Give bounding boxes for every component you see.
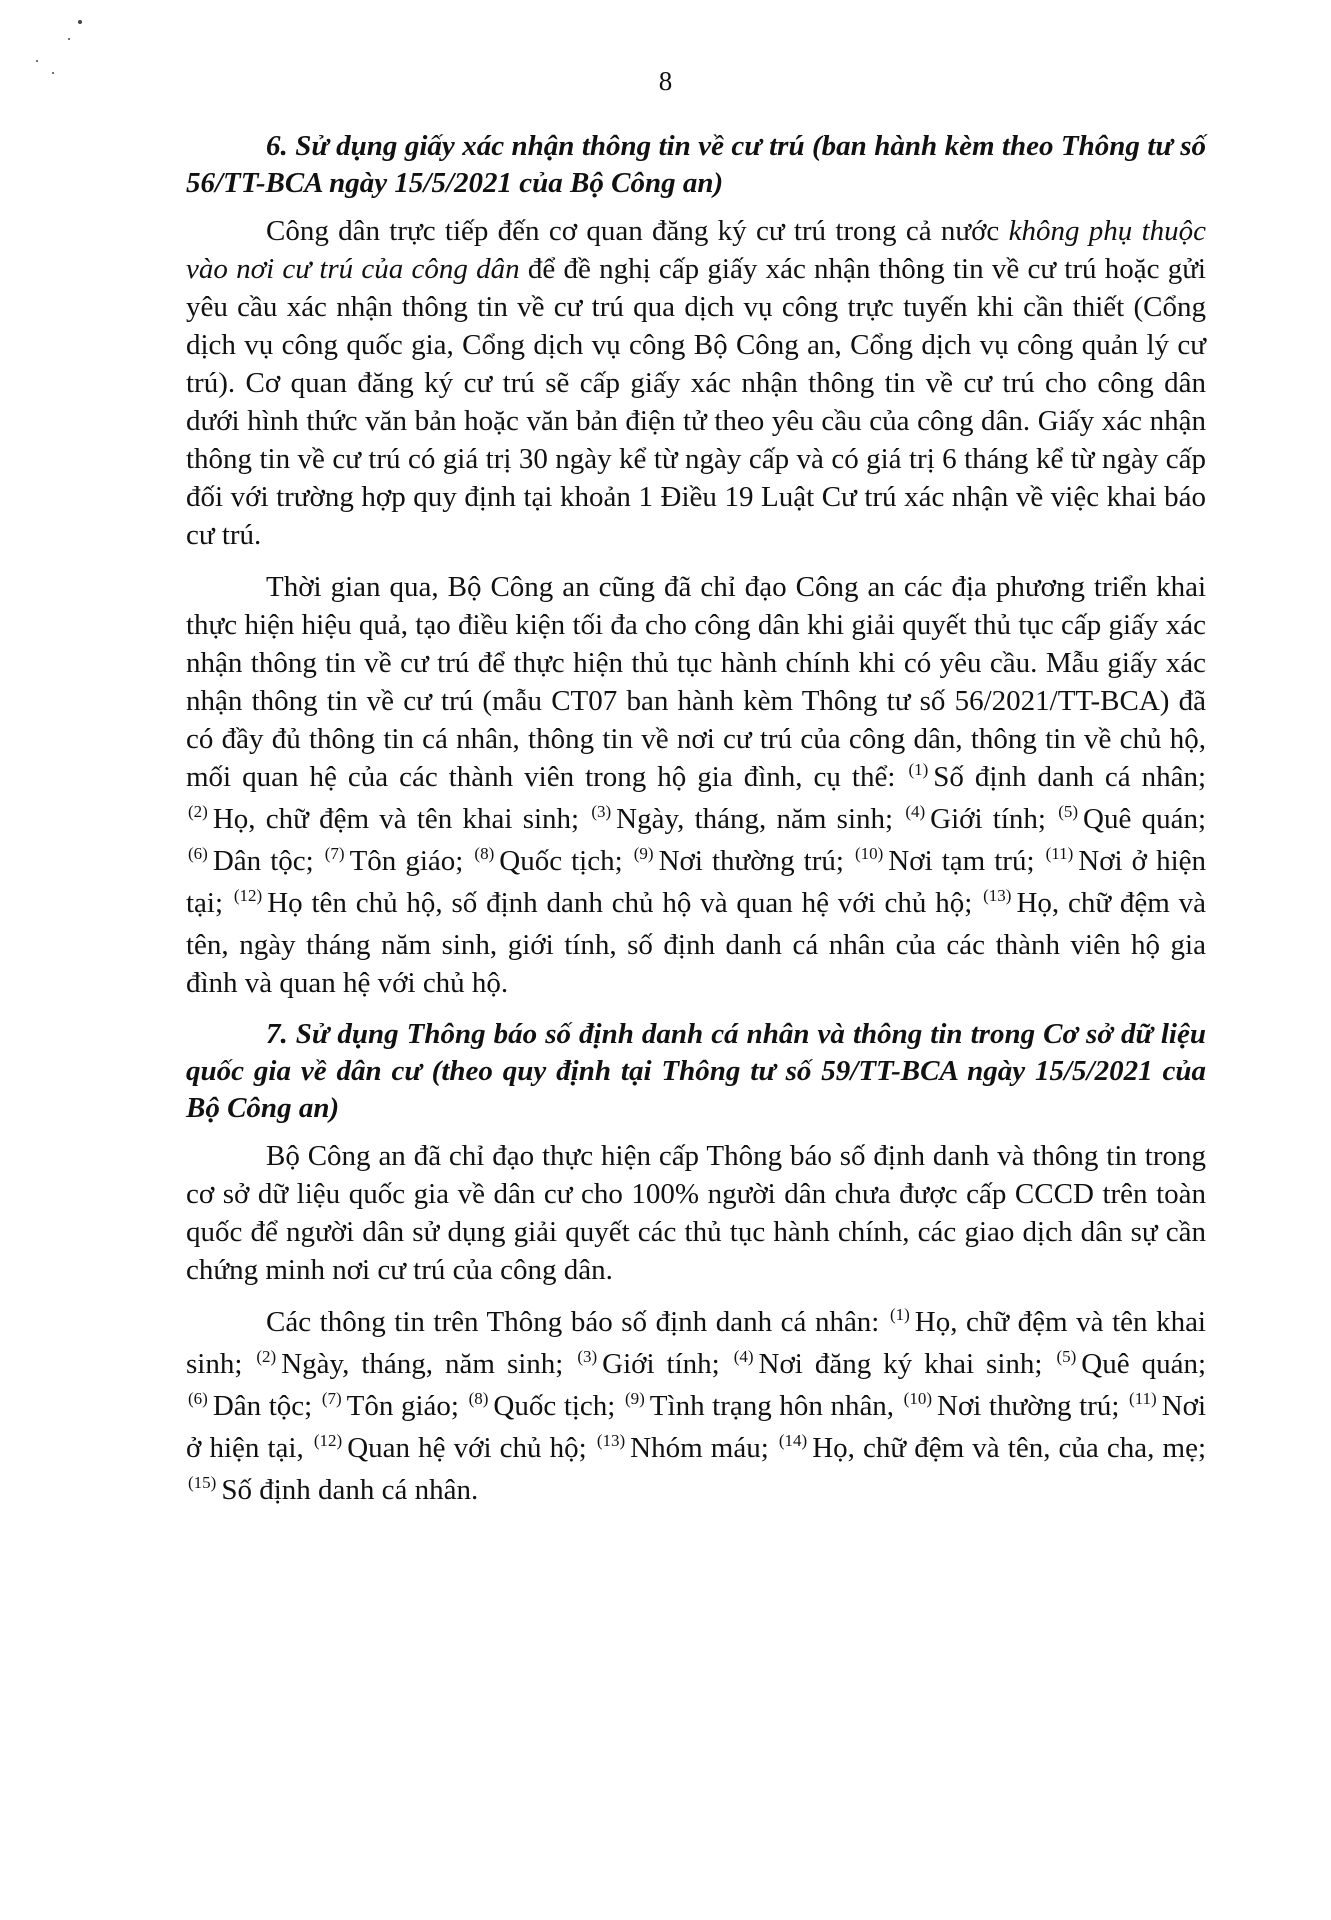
item-text: Nơi ở hiện tại;: [186, 845, 1207, 919]
item-text: Giới tính;: [930, 803, 1046, 835]
item-number: (7): [324, 844, 345, 863]
item-text: Họ tên chủ hộ, số định danh chủ hộ và quan hệ với chủ hộ;: [267, 887, 973, 919]
item-number: (9): [633, 844, 654, 863]
item-number: (1): [889, 1305, 910, 1324]
item-text: Quốc tịch;: [493, 1390, 616, 1422]
item-text: Tôn giáo;: [349, 845, 464, 877]
item-number: (11): [1045, 844, 1074, 863]
page-number: 8: [658, 66, 673, 96]
section-6-paragraph-1: [186, 212, 1206, 554]
item-text: Nơi ở hiện tại,: [186, 1390, 1207, 1464]
item-number: (13): [596, 1431, 626, 1450]
item-number: (5): [1056, 1347, 1077, 1366]
section-6-paragraph-2: [186, 568, 1206, 1002]
item-number: (7): [321, 1389, 342, 1408]
item-text: Họ, chữ đệm và tên, ngày tháng năm sinh, giới tính, số định danh cá nhân của các thành viên hộ gia đình và quan hệ với chủ hộ.: [186, 887, 1206, 999]
item-text: Nhóm máu;: [630, 1432, 769, 1464]
item-number: (4): [905, 802, 926, 821]
italic-phrase: không phụ thuộc vào nơi cư trú của công dân: [186, 215, 1206, 285]
item-number: (6): [188, 844, 208, 863]
item-number: (2): [188, 802, 208, 821]
item-text: Tình trạng hôn nhân,: [649, 1390, 895, 1422]
item-number: (14): [778, 1431, 808, 1450]
item-text: Dân tộc;: [212, 845, 314, 877]
item-text: Số định danh cá nhân;: [933, 761, 1207, 793]
paragraph-text: Công dân trực tiếp đến cơ quan đăng ký cư trú trong cả nước: [266, 215, 1009, 247]
paragraph-text: Các thông tin trên Thông báo số định danh cá nhân:: [266, 1306, 880, 1338]
item-number: (3): [577, 1347, 598, 1366]
section-7-heading: 7. Sử dụng Thông báo số định danh cá nhân và thông tin trong Cơ sở dữ liệu quốc gia về dân cư (theo quy định tại Thông tư số 59/TT-BCA ngày 15/5/2021 của Bộ Công an): [186, 1018, 1206, 1124]
item-text: Dân tộc;: [212, 1390, 313, 1422]
item-text: Quốc tịch;: [499, 845, 623, 877]
item-text: Nơi thường trú;: [937, 1390, 1120, 1422]
item-number: (10): [854, 844, 884, 863]
item-number: (6): [188, 1389, 208, 1408]
item-number: (9): [624, 1389, 645, 1408]
item-number: (8): [468, 1389, 489, 1408]
item-number: (8): [474, 844, 495, 863]
item-text: Nơi đăng ký khai sinh;: [758, 1348, 1043, 1380]
item-text: Họ, chữ đệm và tên khai sinh;: [212, 803, 580, 835]
item-number: (12): [313, 1431, 343, 1450]
section-7-paragraph-2: [186, 1303, 1206, 1513]
item-text: Quan hệ với chủ hộ;: [347, 1432, 587, 1464]
item-text: Số định danh cá nhân.: [221, 1474, 479, 1506]
item-text: Nơi thường trú;: [658, 845, 844, 877]
item-number: (1): [908, 760, 929, 779]
item-number: (12): [233, 886, 263, 905]
item-number: (11): [1129, 1389, 1157, 1408]
item-number: (4): [733, 1347, 754, 1366]
item-number: (3): [591, 802, 612, 821]
item-number: (10): [903, 1389, 932, 1408]
item-text: Ngày, tháng, năm sinh;: [281, 1348, 564, 1380]
item-text: Quê quán;: [1083, 803, 1207, 835]
item-text: Ngày, tháng, năm sinh;: [616, 803, 894, 835]
item-text: Giới tính;: [602, 1348, 720, 1380]
item-text: Quê quán;: [1081, 1348, 1207, 1380]
section-6-heading: 6. Sử dụng giấy xác nhận thông tin về cư trú (ban hành kèm theo Thông tư số 56/TT-BCA ngày 15/5/2021 của Bộ Công an): [186, 130, 1206, 199]
item-number: (5): [1058, 802, 1079, 821]
document-body: [186, 128, 1206, 1527]
section-7-paragraph-1: Bộ Công an đã chỉ đạo thực hiện cấp Thông báo số định danh và thông tin trong cơ sở dữ liệu quốc gia về dân cư cho 100% người dân chưa được cấp CCCD trên toàn quốc để người dân sử dụng giải quyết các thủ tục hành chính, các giao dịch dân sự cần chứng minh nơi cư trú của công dân.: [186, 1140, 1206, 1286]
item-text: Họ, chữ đệm và tên, của cha, mẹ;: [812, 1432, 1207, 1464]
item-number: (13): [983, 886, 1012, 905]
item-number: (15): [188, 1473, 217, 1492]
item-text: Họ, chữ đệm và tên khai sinh;: [186, 1306, 1206, 1380]
item-text: Tôn giáo;: [346, 1390, 459, 1422]
paragraph-text: để đề nghị cấp giấy xác nhận thông tin về cư trú hoặc gửi yêu cầu xác nhận thông tin về cư trú qua dịch vụ công trực tuyến khi cần thiết (Cổng dịch vụ công quốc gia, Cổng dịch vụ công Bộ Công an, Cổng dịch vụ công quản lý cư trú). Cơ quan đăng ký cư trú sẽ cấp giấy xác nhận thông tin về cư trú cho công dân dưới hình thức văn bản hoặc văn bản điện tử theo yêu cầu của công dân. Giấy xác nhận thông tin về cư trú có giá trị 30 ngày kể từ ngày cấp và có giá trị 6 tháng kể từ ngày cấp đối với trường hợp quy định tại khoản 1 Điều 19 Luật Cư trú xác nhận về việc khai báo cư trú.: [186, 253, 1206, 551]
item-number: (2): [256, 1347, 277, 1366]
paragraph-text: Thời gian qua, Bộ Công an cũng đã chỉ đạo Công an các địa phương triển khai thực hiện hiệu quả, tạo điều kiện tối đa cho công dân khi giải quyết thủ tục cấp giấy xác nhận thông tin về cư trú để thực hiện thủ tục hành chính khi có yêu cầu. Mẫu giấy xác nhận thông tin về cư trú (mẫu CT07 ban hành kèm Thông tư số 56/2021/TT-BCA) đã có đầy đủ thông tin cá nhân, thông tin về nơi cư trú của công dân, thông tin về chủ hộ, mối quan hệ của các thành viên trong hộ gia đình, cụ thể:: [186, 571, 1206, 793]
item-text: Nơi tạm trú;: [888, 845, 1035, 877]
